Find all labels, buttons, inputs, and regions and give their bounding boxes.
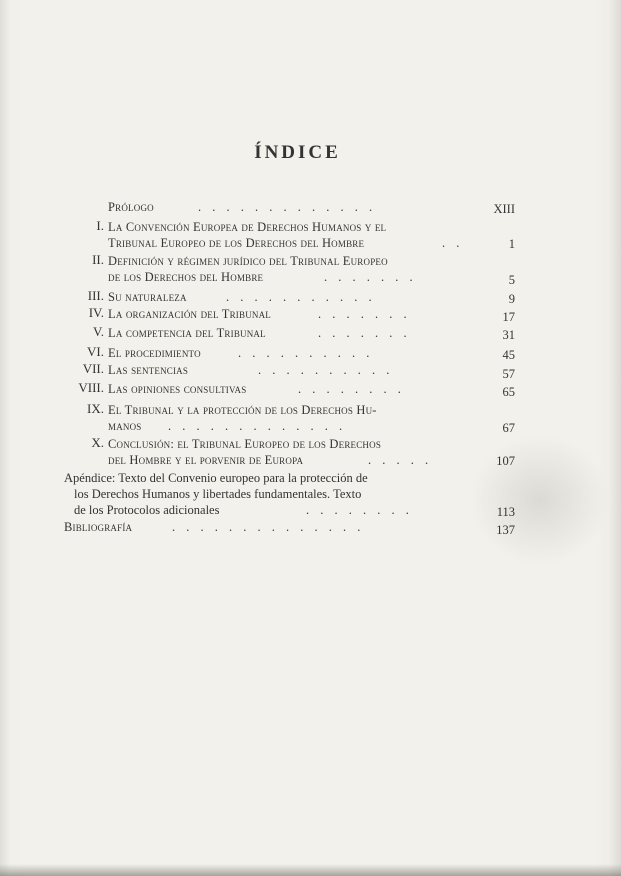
leader-dots: . . . . . . . . . . . . . [198, 200, 373, 214]
leader-dots: . . . . . . . [324, 270, 413, 284]
leader-dots: . . . . . . . . [298, 382, 401, 396]
entry-label: Apéndice: Texto del Convenio europeo para la protección de [64, 471, 368, 485]
page-title: ÍNDICE [254, 142, 341, 163]
leader-dots: . . . . . . . . . . . . . [168, 419, 343, 433]
entry-page-number: 113 [496, 505, 515, 519]
entry-numeral: VIII. [78, 380, 104, 395]
leader-dots: . . . . . [368, 453, 429, 467]
leader-dots: . . . . . . . [318, 326, 407, 340]
entry-label: Tribunal Europeo de los Derechos del Hombre [108, 236, 365, 250]
leader-dots: . . [442, 236, 460, 250]
entry-page-number: 17 [502, 310, 515, 324]
entry-page-number: 65 [502, 385, 515, 399]
toc-entry-line [108, 306, 476, 322]
toc-entry-line [108, 289, 476, 305]
entry-page-number: XIII [493, 202, 515, 216]
entry-label: El procedimiento [108, 346, 201, 360]
entry-page-number: 1 [508, 237, 515, 251]
entry-page-number: 5 [508, 273, 515, 287]
leader-dots: . . . . . . . . . . [238, 346, 370, 360]
entry-label: Bibliografía [64, 520, 133, 534]
entry-numeral: VI. [87, 344, 104, 359]
toc-entry-line [108, 253, 476, 269]
entry-numeral: III. [87, 288, 104, 303]
leader-dots: . . . . . . . [318, 307, 407, 321]
entry-numeral: I. [96, 218, 104, 233]
entry-label: manos [108, 419, 142, 433]
entry-label: El Tribunal y la protección de los Derechos Hu- [108, 403, 377, 417]
entry-label: La Convención Europea de Derechos Humanos y el [108, 220, 387, 234]
entry-label: Las opiniones consultivas [108, 382, 247, 396]
entry-numeral: IV. [88, 305, 104, 320]
entry-numeral: IX. [87, 401, 104, 416]
entry-label: del Hombre y el porvenir de Europa [108, 453, 304, 467]
toc-entry-line [108, 436, 476, 452]
entry-label: Conclusión: el Tribunal Europeo de los Derechos [108, 437, 382, 451]
leader-dots: . . . . . . . . . . [258, 363, 390, 377]
leader-dots: . . . . . . . . . . . . . . [172, 520, 361, 534]
page-bottom-edge [0, 864, 621, 876]
entry-numeral: X. [91, 435, 104, 450]
entry-page-number: 45 [502, 348, 515, 362]
entry-page-number: 107 [496, 454, 515, 468]
toc-entry-line [108, 418, 476, 434]
entry-label: de los Protocolos adicionales [74, 503, 220, 517]
entry-page-number: 57 [502, 367, 515, 381]
entry-numeral: II. [92, 252, 104, 267]
entry-label: Su naturaleza [108, 290, 187, 304]
leader-dots: . . . . . . . . [306, 503, 409, 517]
entry-label: Las sentencias [108, 363, 189, 377]
toc-entry-line [108, 219, 476, 235]
entry-page-number: 31 [502, 328, 515, 342]
entry-label: Definición y régimen jurídico del Tribunal Europeo [108, 254, 388, 268]
toc-entry-line [74, 502, 476, 518]
entry-label: los Derechos Humanos y libertades fundamentales. Texto [74, 487, 362, 501]
entry-page-number: 67 [502, 421, 515, 435]
toc-entry-line [108, 452, 476, 468]
toc-entry-prologo [108, 199, 476, 215]
toc-entry-line [108, 362, 476, 378]
toc-entry-line [74, 486, 476, 502]
toc-entry-line [108, 381, 476, 397]
toc-entry-line [108, 402, 476, 418]
entry-label: de los Derechos del Hombre [108, 270, 264, 284]
entry-numeral: V. [93, 324, 104, 339]
toc-entry-line [108, 235, 476, 251]
entry-page-number: 9 [508, 292, 515, 306]
entry-numeral: VII. [82, 361, 104, 376]
toc-entry-line [108, 345, 476, 361]
leader-dots: . . . . . . . . . . . [226, 290, 372, 304]
toc-entry-line [64, 470, 476, 486]
toc-entry-line [64, 519, 476, 535]
toc-entry-line [108, 269, 476, 285]
entry-label: Prólogo [108, 200, 154, 214]
toc-entry-line [108, 325, 476, 341]
entry-label: La organización del Tribunal [108, 307, 272, 321]
entry-label: La competencia del Tribunal [108, 326, 266, 340]
entry-page-number: 137 [496, 523, 515, 537]
